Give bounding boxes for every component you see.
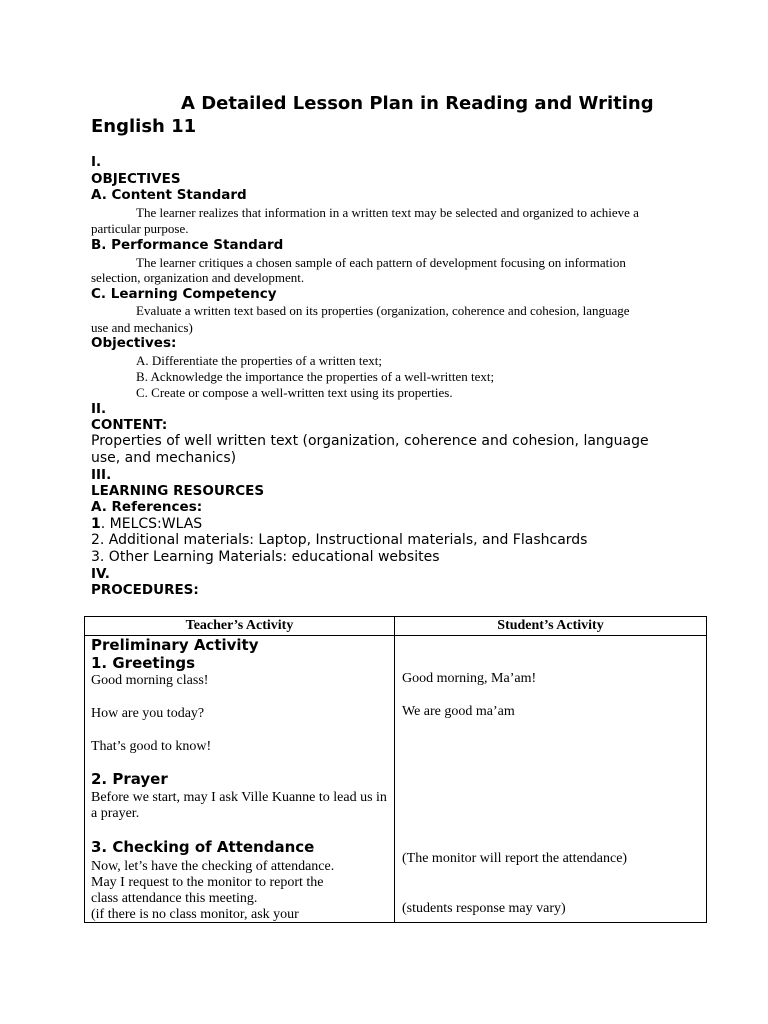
learning-resources-heading: LEARNING RESOURCES [91, 483, 265, 499]
student-line: (The monitor will report the attendance) [402, 851, 628, 866]
procedures-heading: PROCEDURES: [91, 582, 199, 598]
reference-item [91, 516, 202, 532]
student-activity-cell [395, 636, 707, 923]
reference-item-number: 1 [91, 516, 101, 532]
reference-item: 2. Additional materials: Laptop, Instructional materials, and Flashcards [91, 532, 588, 548]
prayer-heading: 2. Prayer [91, 770, 168, 788]
learning-competency-heading: C. Learning Competency [91, 286, 277, 302]
reference-item: 3. Other Learning Materials: educational websites [91, 549, 440, 565]
teacher-line: Good morning class! [91, 673, 209, 688]
performance-standard-text-cont: selection, organization and development. [91, 270, 305, 285]
objectives-heading: OBJECTIVES [91, 171, 181, 187]
teacher-line: Before we start, may I ask Ville Kuanne to lead us in [91, 790, 387, 805]
section-numeral-2: II. [91, 401, 107, 417]
table-header-row [85, 617, 707, 636]
objective-item: C. Create or compose a well-written text using its properties. [136, 385, 453, 400]
student-activity-header: Student’s Activity [395, 617, 707, 636]
attendance-heading: 3. Checking of Attendance [91, 838, 315, 856]
references-heading: A. References: [91, 499, 203, 515]
document-subtitle: English 11 [91, 116, 197, 137]
content-heading: CONTENT: [91, 417, 168, 433]
objective-item: B. Acknowledge the importance the properties of a well-written text; [136, 369, 495, 384]
teacher-line: a prayer. [91, 806, 140, 821]
table-row [85, 636, 707, 923]
student-line: We are good ma’am [402, 704, 515, 719]
teacher-activity-cell [85, 636, 395, 923]
document-title: A Detailed Lesson Plan in Reading and Writing [181, 93, 654, 114]
reference-item-text: . MELCS:WLAS [100, 516, 203, 532]
greetings-heading: 1. Greetings [91, 654, 196, 672]
student-line: (students response may vary) [402, 901, 566, 916]
student-line: Good morning, Ma’am! [402, 671, 537, 686]
teacher-line: That’s good to know! [91, 739, 212, 754]
content-text: Properties of well written text (organization, coherence and cohesion, language [91, 433, 649, 449]
preliminary-activity-heading: Preliminary Activity [91, 636, 259, 654]
teacher-line: (if there is no class monitor, ask your [91, 907, 299, 922]
learning-competency-text: Evaluate a written text based on its properties (organization, coherence and cohesion, language [136, 303, 630, 318]
objectives-list-heading: Objectives: [91, 335, 177, 351]
teacher-line: class attendance this meeting. [91, 891, 258, 906]
teacher-line: Now, let’s have the checking of attendance. [91, 859, 335, 874]
section-numeral-4: IV. [91, 566, 110, 582]
learning-competency-text-cont: use and mechanics) [91, 320, 193, 335]
performance-standard-text: The learner critiques a chosen sample of each pattern of development focusing on information [136, 255, 626, 270]
content-standard-heading: A. Content Standard [91, 187, 247, 203]
teacher-activity-header: Teacher’s Activity [85, 617, 395, 636]
performance-standard-heading: B. Performance Standard [91, 237, 284, 253]
section-numeral-3: III. [91, 467, 112, 483]
activity-table [84, 616, 707, 923]
section-numeral-1: I. [91, 154, 102, 170]
teacher-line: How are you today? [91, 706, 205, 721]
content-text-cont: use, and mechanics) [91, 450, 237, 466]
content-standard-text: The learner realizes that information in a written text may be selected and organized to achieve a [136, 205, 639, 220]
teacher-line: May I request to the monitor to report the [91, 875, 324, 890]
content-standard-text-cont: particular purpose. [91, 221, 189, 236]
objective-item: A. Differentiate the properties of a written text; [136, 353, 382, 368]
